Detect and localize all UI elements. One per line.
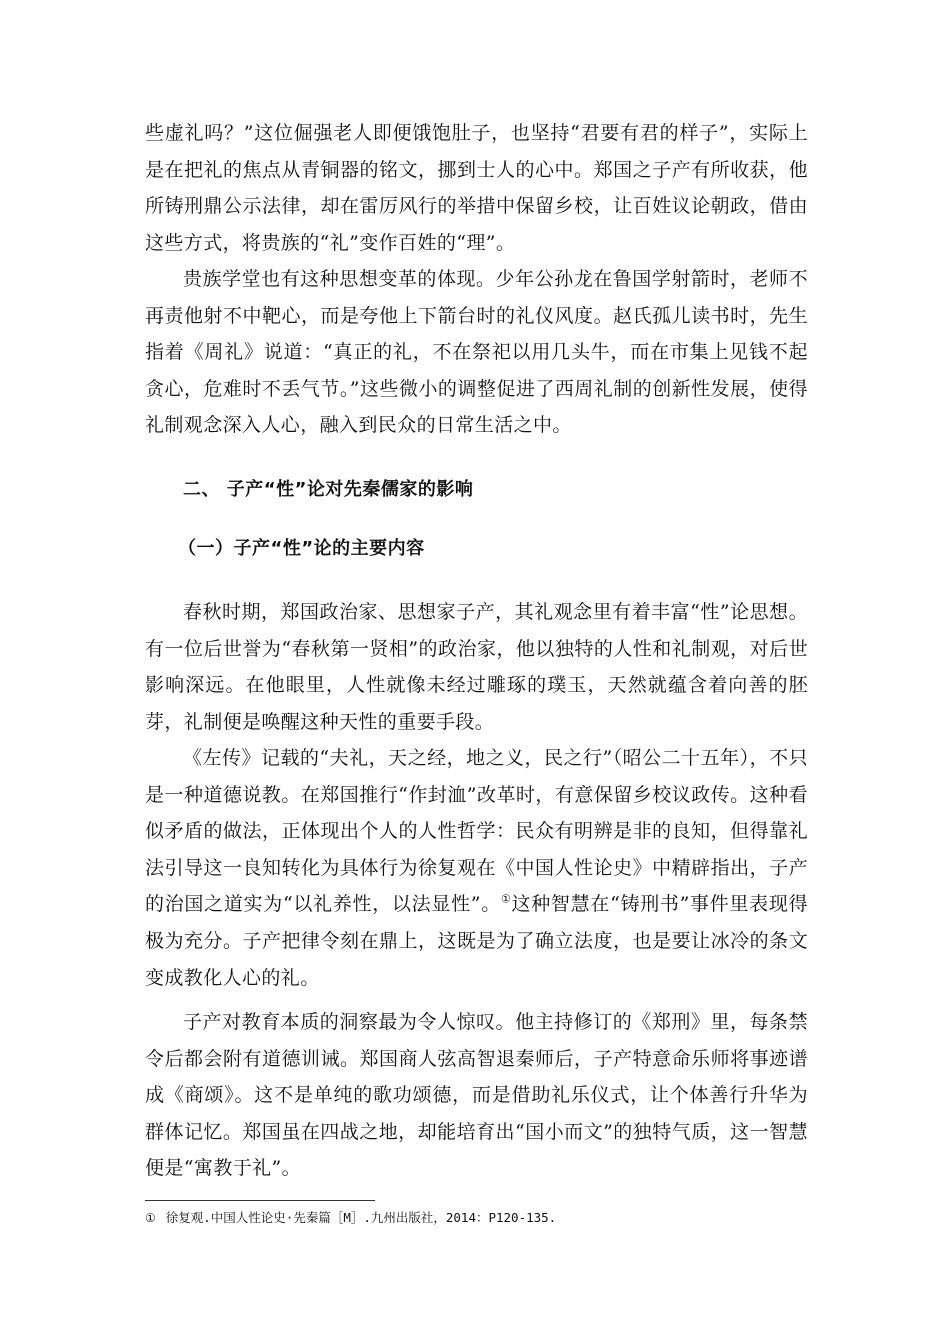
footnote-reference[interactable]: ①	[500, 893, 512, 907]
paragraph-4	[145, 740, 808, 996]
paragraph-5: 子产对教育本质的洞察最为令人惊叹。他主持修订的《郑刑》里，每条禁令后都会附有道德训诫。郑国商人弦高智退秦师后，子产特意命乐师将事迹谱成《商颂》。这不是单纯的歌功颂德，而是借助礼乐仪式，让个体善行升华为群体记忆。郑国虽在四战之地，却能培育出“国小而文”的独特气质，这一智慧便是“寓教于礼”。	[145, 1011, 808, 1180]
paragraph-4-text-a: 《左传》记载的“夫礼，天之经，地之义，民之行”（昭公二十五年），不只是一种道德说教。在郑国推行“作封洫”改革时，有意保留乡校议政传。这种看似矛盾的做法，正体现出个人的人性哲学：民众有明辨是非的良知，但得靠礼法引导这一良知转化为具体行为徐复观在《中国人性论史》中精辟指出，子产的治国之道实为“以礼养性，以法显性”。	[145, 747, 808, 916]
paragraph-2: 贵族学堂也有这种思想变革的体现。少年公孙龙在鲁国学射箭时，老师不再责他射不中靶心，而是夸他上下箭台时的礼仪风度。赵氏孤儿读书时，先生指着《周礼》说道：“真正的礼，不在祭祀以用几头牛，而在市集上见钱不起贪心，危难时不丢气节。”这些微小的调整促进了西周礼制的创新性发展，使得礼制观念深入人心，融入到民众的日常生活之中。	[145, 268, 808, 437]
section-heading: 二、 子产“性”论对先秦儒家的影响	[183, 479, 474, 500]
footnote-mark: ①	[145, 1211, 156, 1225]
footnote-divider	[145, 1200, 375, 1201]
paragraph-3: 春秋时期，郑国政治家、思想家子产，其礼观念里有着丰富“性”论思想。有一位后世誉为“春秋第一贤相”的政治家，他以独特的人性和礼制观，对后世影响深远。在他眼里，人性就像未经过雕琢的璞玉，天然就蕴含着向善的胚芽，礼制便是唤醒这种天性的重要手段。	[145, 601, 808, 733]
paragraph-1: 些虚礼吗？”这位倔强老人即便饿饱肚子，也坚持“君要有君的样子”，实际上是在把礼的焦点从青铜器的铭文，挪到士人的心中。郑国之子产有所收获，他所铸刑鼎公示法律，却在雷厉风行的举措中保留乡校，让百姓议论朝政，借由这些方式，将贵族的“礼”变作百姓的“理”。	[145, 122, 808, 254]
paragraph-4-text-b: 这种智慧在“铸刑书”事件里表现得极为充分。子产把律令刻在鼎上，这既是为了确立法度，也是要让冰冷的条文变成教化人心的礼。	[145, 893, 809, 989]
footnote	[145, 1207, 808, 1229]
footnote-text: 徐复观.中国人性论史·先秦篇［M］.九州出版社，2014：P120-135.	[165, 1210, 557, 1225]
subsection-heading: （一）子产“性”论的主要内容	[178, 538, 425, 559]
